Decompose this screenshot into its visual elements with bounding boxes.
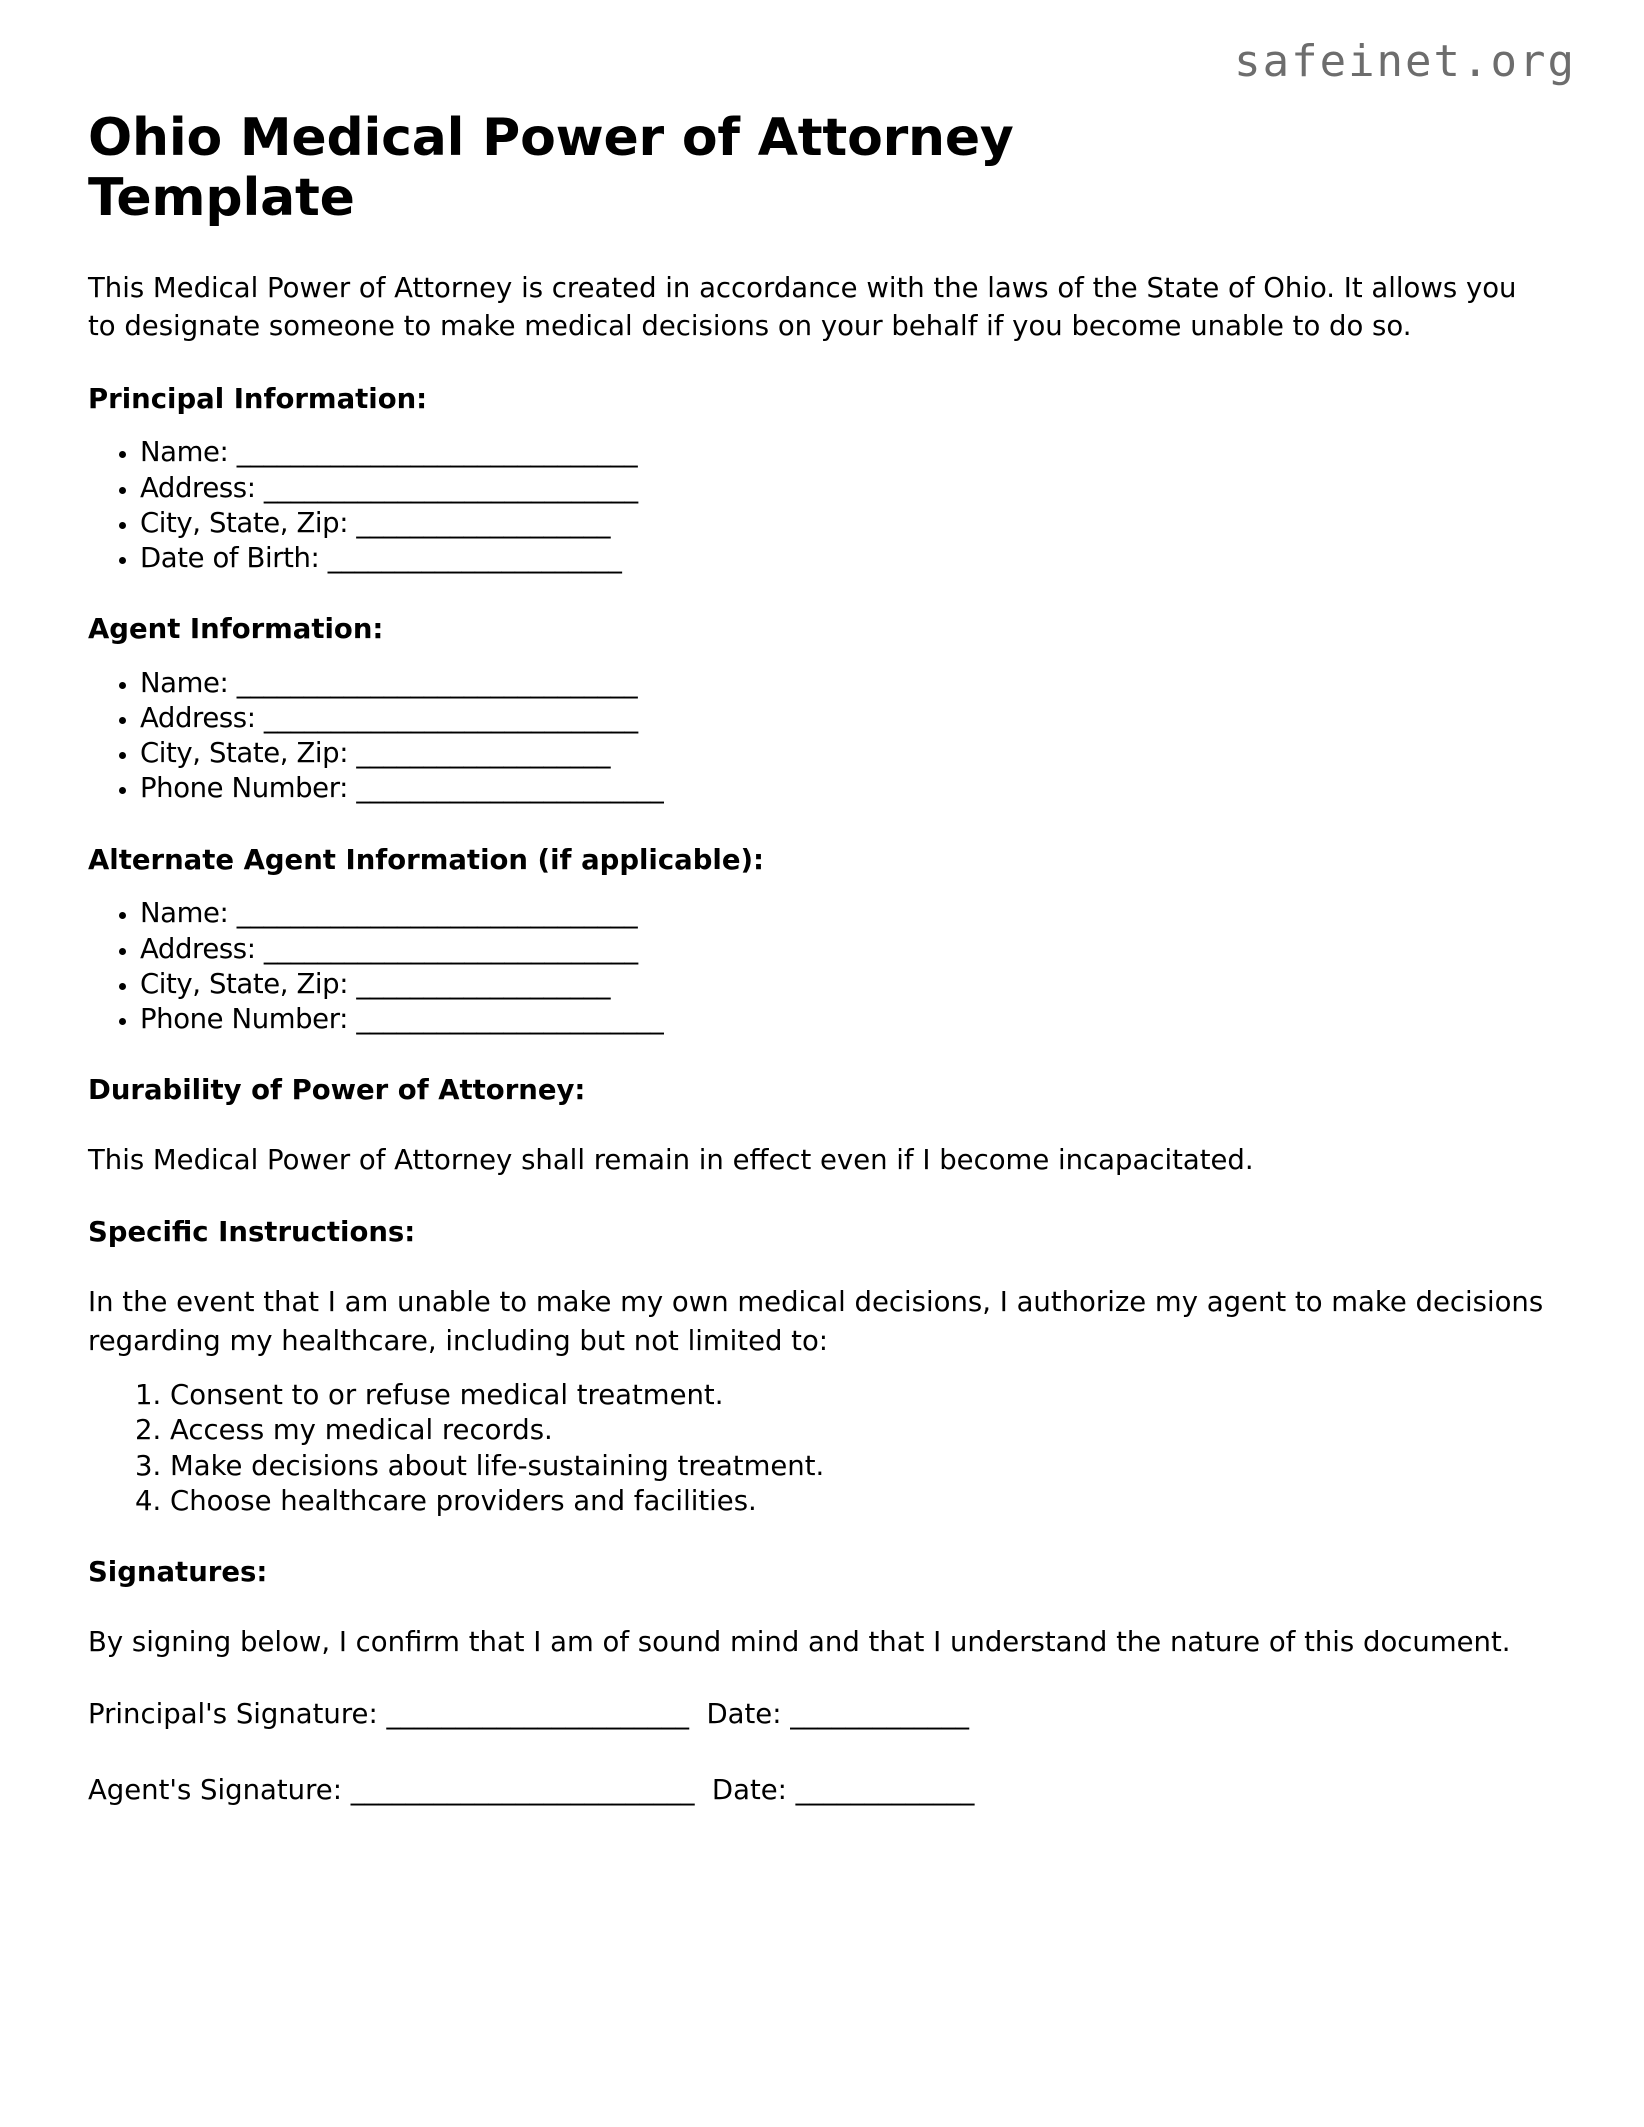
list-item: 2. Access my medical records.	[170, 1413, 1558, 1448]
authorized-actions-list	[88, 1378, 1558, 1519]
list-item	[140, 932, 1558, 967]
agent-field-name: Name: ______________________________	[140, 666, 638, 699]
agent-field-list	[88, 666, 1558, 807]
principal-signature-line: Principal's Signature: ______________________ Date: _____________	[88, 1698, 969, 1731]
section-heading-principal-information: Principal Information:	[88, 382, 428, 415]
list-item	[140, 967, 1558, 1002]
agent-field-address: Address: ____________________________	[140, 702, 638, 735]
alternate-agent-field-address: Address: ____________________________	[140, 932, 638, 965]
list-item	[140, 541, 1558, 576]
agent-signature-line: Agent's Signature: _________________________ Date: _____________	[88, 1773, 975, 1806]
document-content	[88, 108, 1558, 1809]
intro-paragraph: This Medical Power of Attorney is created in accordance with the laws of the State of Ohio. It allows you to designate someone to make medical decisions on your behalf if you become unable to do so.	[88, 271, 1517, 343]
list-item: 4. Choose healthcare providers and facilities.	[170, 1484, 1558, 1519]
principal-field-list	[88, 435, 1558, 576]
section-heading-alternate-agent-information: Alternate Agent Information (if applicable):	[88, 843, 765, 876]
principal-field-city-state-zip: City, State, Zip: ___________________	[140, 506, 611, 539]
instructions-paragraph: In the event that I am unable to make my own medical decisions, I authorize my agent to make decisions regarding my healthcare, including but not limited to:	[88, 1286, 1544, 1357]
section-heading-signatures: Signatures:	[88, 1555, 268, 1588]
list-item	[140, 896, 1558, 931]
signatures-paragraph: By signing below, I confirm that I am of sound mind and that I understand the nature of this document.	[88, 1625, 1511, 1658]
agent-field-phone-number: Phone Number: _______________________	[140, 772, 664, 805]
list-item	[140, 471, 1558, 506]
agent-field-city-state-zip: City, State, Zip: ___________________	[140, 737, 611, 770]
list-item	[140, 1002, 1558, 1037]
list-item	[140, 701, 1558, 736]
list-item	[140, 736, 1558, 771]
principal-field-name: Name: ______________________________	[140, 436, 638, 469]
durability-paragraph: This Medical Power of Attorney shall remain in effect even if I become incapacitated.	[88, 1143, 1254, 1176]
alternate-agent-field-phone-number: Phone Number: _______________________	[140, 1002, 664, 1035]
section-heading-durability: Durability of Power of Attorney:	[88, 1074, 586, 1107]
page-title: Ohio Medical Power of Attorney Template	[88, 108, 1014, 229]
alternate-agent-field-name: Name: ______________________________	[140, 897, 638, 930]
alternate-agent-field-list	[88, 896, 1558, 1037]
list-item	[140, 666, 1558, 701]
list-item: 1. Consent to or refuse medical treatment.	[170, 1378, 1558, 1413]
section-heading-agent-information: Agent Information:	[88, 613, 384, 646]
principal-field-address: Address: ____________________________	[140, 471, 638, 504]
alternate-agent-field-city-state-zip: City, State, Zip: ___________________	[140, 967, 611, 1000]
site-watermark: safeinet.org	[1234, 36, 1576, 87]
list-item: 3. Make decisions about life-sustaining treatment.	[170, 1449, 1558, 1484]
principal-field-date-of-birth: Date of Birth: ______________________	[140, 541, 622, 574]
list-item	[140, 435, 1558, 470]
list-item	[140, 771, 1558, 806]
list-item	[140, 506, 1558, 541]
section-heading-specific-instructions: Specific Instructions:	[88, 1216, 416, 1249]
